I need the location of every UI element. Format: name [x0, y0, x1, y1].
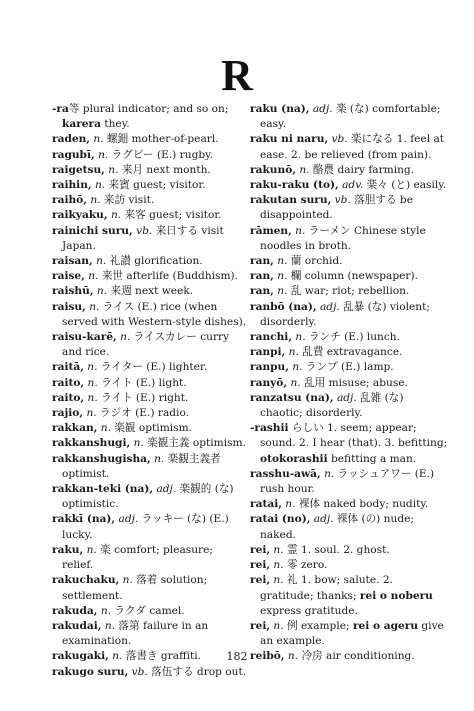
entry-text: 楽観的 (な) optimistic.: [62, 483, 234, 511]
entry-part-of-speech: n.: [86, 407, 97, 420]
entry-text: 楽観 optimism.: [110, 422, 192, 435]
entry-text: 来賓 guest; visitor.: [105, 179, 206, 192]
entry-part-of-speech: n.: [110, 209, 122, 222]
entry-headword: ranchi,: [250, 331, 293, 344]
entry-headword: raku-raku (to),: [250, 179, 339, 192]
entry-text: 乱 war; riot; rebellion.: [287, 285, 410, 298]
entry-text: 等 plural indicator; and so on;: [68, 103, 229, 115]
entry-part-of-speech: n.: [133, 437, 144, 450]
entry-headword: raito,: [52, 376, 85, 389]
dictionary-entry: [52, 360, 247, 375]
dictionary-entry: [52, 269, 247, 284]
entry-text: 楽々 (と) easily.: [363, 179, 447, 192]
entry-headword: ran,: [250, 255, 274, 268]
dictionary-entry: [250, 102, 448, 132]
entry-headword: -ra: [52, 103, 69, 115]
entry-headword: ranpu,: [250, 361, 289, 374]
dictionary-entry: [52, 284, 247, 299]
entry-text: 落書き graffiti.: [122, 650, 201, 663]
entry-headword: otokorashii: [260, 452, 328, 465]
dictionary-entry: [250, 376, 448, 391]
entry-part-of-speech: n.: [273, 619, 284, 632]
entry-text: 楽観主義者 optimist.: [62, 452, 221, 480]
entry-text: 楽 (な) comfortable; easy.: [260, 103, 441, 131]
entry-headword: ran,: [250, 270, 274, 283]
entry-text: ラッキー (な) (E.) lucky.: [62, 513, 229, 541]
entry-text: 来世 afterlife (Buddhism).: [98, 270, 239, 283]
dictionary-entry: [52, 543, 247, 573]
entry-headword: rasshu-awā,: [250, 467, 321, 480]
entry-text: 来客 guest; visitor.: [121, 209, 222, 222]
entry-headword: raisan,: [52, 255, 93, 268]
entry-headword: ratai,: [250, 498, 282, 511]
entry-headword: rakudai,: [52, 619, 102, 632]
entry-text: 欄 column (newspaper).: [287, 270, 418, 283]
dictionary-entry: [52, 391, 247, 406]
entry-text: 落胆する be disappointed.: [260, 194, 413, 222]
entry-text: 来月 next month.: [118, 163, 211, 176]
entry-headword: rei,: [250, 574, 271, 587]
entry-text: ラグビー (E.) rugby.: [108, 148, 214, 161]
entry-headword: rakuda,: [52, 604, 98, 617]
dictionary-entry: [52, 178, 247, 193]
entry-part-of-speech: n.: [90, 194, 101, 207]
entry-part-of-speech: vb.: [131, 665, 148, 678]
entry-headword: raden,: [52, 133, 90, 146]
entry-headword: raihō,: [52, 194, 87, 207]
entry-text: 楽 comfort; pleasure; relief.: [62, 543, 213, 572]
entry-text: 裸体 naked body; nudity.: [295, 498, 429, 511]
entry-part-of-speech: n.: [89, 300, 100, 313]
entry-part-of-speech: n.: [292, 361, 303, 374]
dictionary-entry: [250, 330, 448, 345]
entry-text: 礼 1. bow; salute. 2. gratitude; thanks;: [260, 574, 393, 602]
dictionary-entry: [52, 224, 247, 254]
entry-part-of-speech: adj.: [313, 513, 334, 526]
dictionary-entry: [52, 148, 247, 163]
entry-text: 螺鈿 mother-of-pearl.: [103, 133, 219, 146]
entry-text: 乱費 extravagance.: [298, 346, 403, 359]
dictionary-entry: [250, 573, 448, 619]
entry-part-of-speech: adj.: [319, 300, 340, 313]
dictionary-entry: [250, 178, 448, 193]
entry-part-of-speech: n.: [295, 224, 306, 237]
entry-part-of-speech: n.: [287, 650, 299, 663]
entry-headword: rakkanshugi,: [52, 437, 131, 450]
dictionary-entry: [250, 558, 448, 573]
entry-part-of-speech: n.: [94, 179, 106, 192]
entry-headword: rei,: [250, 559, 271, 572]
entry-part-of-speech: n.: [100, 604, 112, 617]
entry-headword: rei o noberu: [359, 589, 433, 602]
entry-part-of-speech: n.: [285, 498, 296, 511]
entry-part-of-speech: adj.: [312, 103, 333, 115]
entry-text: 楽観主義 optimism.: [143, 437, 246, 450]
entry-part-of-speech: vb.: [334, 194, 351, 207]
entry-headword: reibō,: [250, 650, 285, 663]
entry-part-of-speech: n.: [96, 255, 107, 268]
dictionary-entry: [52, 406, 247, 421]
entry-part-of-speech: n.: [273, 559, 284, 572]
dictionary-entry: [250, 269, 448, 284]
entry-text: 乱暴 (な) violent; disorderly.: [260, 300, 430, 328]
dictionary-entry: [52, 619, 247, 649]
entry-part-of-speech: n.: [87, 376, 98, 389]
entry-part-of-speech: n.: [277, 255, 288, 268]
dictionary-entry: [52, 163, 247, 178]
dictionary-entry: [250, 345, 448, 360]
dictionary-entry: [250, 360, 448, 375]
dictionary-entry: [52, 254, 247, 269]
entry-headword: rajio,: [52, 407, 84, 420]
entry-headword: rei,: [250, 619, 271, 632]
dictionary-entry: [52, 208, 247, 223]
entry-part-of-speech: n.: [273, 543, 284, 556]
entry-headword: ranzatsu (na),: [250, 391, 334, 404]
entry-text: ライト (E.) light.: [97, 376, 187, 389]
entry-text: 乱雑 (な) chaotic; disorderly.: [260, 391, 404, 420]
entry-text: 裸体 (の) nude; naked.: [260, 513, 414, 541]
entry-headword: raishū,: [52, 285, 94, 298]
entry-part-of-speech: n.: [277, 270, 288, 283]
entry-part-of-speech: n.: [98, 148, 109, 161]
entry-headword: raihin,: [52, 179, 92, 192]
entry-text: ラジオ (E.) radio.: [96, 407, 189, 420]
entry-text: 来週 next week.: [107, 285, 194, 298]
entry-headword: raigetsu,: [52, 163, 105, 176]
entry-headword: raku,: [52, 543, 84, 556]
entry-text: ライスカレー curry and rice.: [62, 331, 230, 359]
entry-headword: ranyō,: [250, 376, 288, 389]
entry-headword: rainichi suru,: [52, 224, 133, 237]
dictionary-entry: [250, 391, 448, 421]
left-column: [52, 102, 247, 680]
entry-headword: rakugo suru,: [52, 665, 129, 678]
entry-part-of-speech: n.: [295, 331, 306, 344]
entry-headword: rakkī (na),: [52, 513, 116, 526]
dictionary-entry: [52, 573, 247, 603]
entry-text: ラッシュアワー (E.) rush hour.: [260, 467, 435, 496]
entry-headword: ragubī,: [52, 148, 95, 161]
entry-text: 蘭 orchid.: [287, 255, 343, 268]
entry-headword: ran,: [250, 285, 274, 298]
entry-text: 乱用 misuse; abuse.: [300, 376, 408, 389]
dictionary-entry: [52, 376, 247, 391]
entry-part-of-speech: n.: [87, 361, 98, 374]
entry-headword: rakutan suru,: [250, 194, 332, 207]
entry-part-of-speech: n.: [273, 574, 284, 587]
entry-headword: ranbō (na),: [250, 300, 317, 313]
dictionary-entry: [250, 300, 448, 330]
entry-text: ライター (E.) lighter.: [97, 361, 208, 374]
dictionary-entry: [250, 512, 448, 542]
entry-text: express gratitude.: [260, 604, 358, 617]
dictionary-entry: [52, 132, 247, 147]
entry-headword: raku (na),: [250, 103, 310, 115]
page-number: 182: [226, 650, 248, 663]
dictionary-entry: [250, 163, 448, 178]
section-letter: R: [221, 51, 253, 100]
entry-part-of-speech: n.: [277, 285, 288, 298]
entry-headword: rakkan,: [52, 422, 98, 435]
entry-headword: raisu-karē,: [52, 331, 117, 344]
dictionary-entry: [52, 512, 247, 542]
entry-text: 来訪 visit.: [100, 194, 155, 207]
dictionary-entry: [250, 497, 448, 512]
dictionary-entry: [250, 421, 448, 467]
dictionary-entry: [250, 467, 448, 497]
entry-headword: rāmen,: [250, 224, 292, 237]
entry-headword: ranpi,: [250, 346, 286, 359]
entry-text: 落第 failure in an examination.: [62, 619, 209, 648]
entry-text: ライト (E.) right.: [97, 391, 189, 404]
entry-headword: rakugaki,: [52, 650, 109, 663]
dictionary-entry: [250, 193, 448, 223]
entry-headword: raku ni naru,: [250, 133, 329, 146]
entry-part-of-speech: n.: [324, 467, 335, 480]
entry-text: 来日する visit Japan.: [62, 224, 224, 252]
entry-headword: raisu,: [52, 300, 86, 313]
dictionary-entry: [250, 224, 448, 254]
entry-part-of-speech: n.: [104, 619, 116, 632]
entry-part-of-speech: adj.: [336, 391, 357, 404]
entry-part-of-speech: n.: [87, 391, 98, 404]
entry-text: ラーメン Chinese style noodles in broth.: [260, 224, 426, 252]
entry-text: befitting a man.: [327, 452, 417, 465]
entry-headword: rakuchaku,: [52, 574, 120, 587]
dictionary-entry: [52, 482, 247, 512]
dictionary-entry: [52, 436, 247, 451]
entry-text: ライス (E.) rice (when served with Western-style dishes).: [62, 300, 247, 328]
entry-headword: raito,: [52, 391, 85, 404]
entry-part-of-speech: n.: [86, 543, 97, 556]
dictionary-entry: [250, 132, 448, 162]
entry-text: 礼讃 glorification.: [106, 255, 203, 268]
entry-headword: -rashii: [250, 422, 289, 435]
entry-part-of-speech: n.: [290, 376, 301, 389]
right-column: [250, 102, 448, 665]
entry-part-of-speech: n.: [100, 422, 111, 435]
entry-text: ランプ (E.) lamp.: [302, 361, 394, 374]
entry-text: 零 zero.: [283, 559, 328, 572]
entry-text: 楽になる 1. feel at ease. 2. be relieved (from pain).: [260, 133, 445, 161]
entry-part-of-speech: adv.: [342, 179, 364, 192]
dictionary-entry: [52, 665, 247, 680]
dictionary-entry: [52, 193, 247, 208]
entry-text: they.: [100, 118, 130, 131]
entry-headword: raikyaku,: [52, 209, 108, 222]
entry-part-of-speech: n.: [96, 285, 108, 298]
entry-text: 霊 1. soul. 2. ghost.: [283, 543, 390, 556]
entry-headword: rakkanshugisha,: [52, 452, 151, 465]
entry-headword: rei,: [250, 543, 271, 556]
entry-part-of-speech: vb.: [136, 224, 153, 237]
entry-part-of-speech: n.: [299, 163, 310, 176]
entry-part-of-speech: adj.: [118, 513, 139, 526]
dictionary-entry: [52, 421, 247, 436]
entry-text: ラクダ camel.: [111, 604, 185, 617]
dictionary-entry: [52, 330, 247, 360]
dictionary-entry: [250, 619, 448, 649]
entry-headword: raise,: [52, 270, 85, 283]
entry-part-of-speech: n.: [122, 574, 133, 587]
entry-part-of-speech: n.: [108, 163, 119, 176]
entry-text: 例 example;: [283, 619, 353, 632]
dictionary-entry: [52, 452, 247, 482]
entry-headword: rakkan-teki (na),: [52, 483, 154, 496]
entry-part-of-speech: n.: [154, 452, 165, 465]
entry-part-of-speech: n.: [93, 133, 104, 146]
entry-headword: ratai (no),: [250, 513, 311, 526]
dictionary-entry: [52, 300, 247, 330]
entry-headword: karera: [62, 118, 101, 131]
entry-text: らしい 1. seem; appear; sound. 2. I hear (that). 3. befitting;: [260, 422, 448, 450]
entry-text: 冷房 air conditioning.: [298, 650, 415, 663]
entry-part-of-speech: vb.: [331, 133, 348, 146]
entry-text: 落伍する drop out.: [147, 665, 247, 678]
entry-text: ランチ (E.) lunch.: [305, 331, 401, 344]
entry-text: give an example.: [260, 619, 444, 648]
entry-text: 酪農 dairy farming.: [309, 163, 415, 176]
dictionary-entry: [52, 604, 247, 619]
entry-headword: rei o ageru: [352, 619, 419, 632]
dictionary-entry: [250, 543, 448, 558]
entry-part-of-speech: n.: [120, 331, 131, 344]
entry-part-of-speech: n.: [112, 650, 123, 663]
entry-part-of-speech: n.: [288, 346, 299, 359]
entry-headword: raitā,: [52, 361, 84, 374]
dictionary-entry: [250, 254, 448, 269]
entry-text: 落着 solution; settlement.: [62, 574, 208, 602]
entry-part-of-speech: n.: [88, 270, 99, 283]
dictionary-entry: [250, 284, 448, 299]
dictionary-entry: [52, 102, 247, 132]
entry-part-of-speech: adj.: [156, 483, 177, 496]
entry-headword: rakunō,: [250, 163, 296, 176]
